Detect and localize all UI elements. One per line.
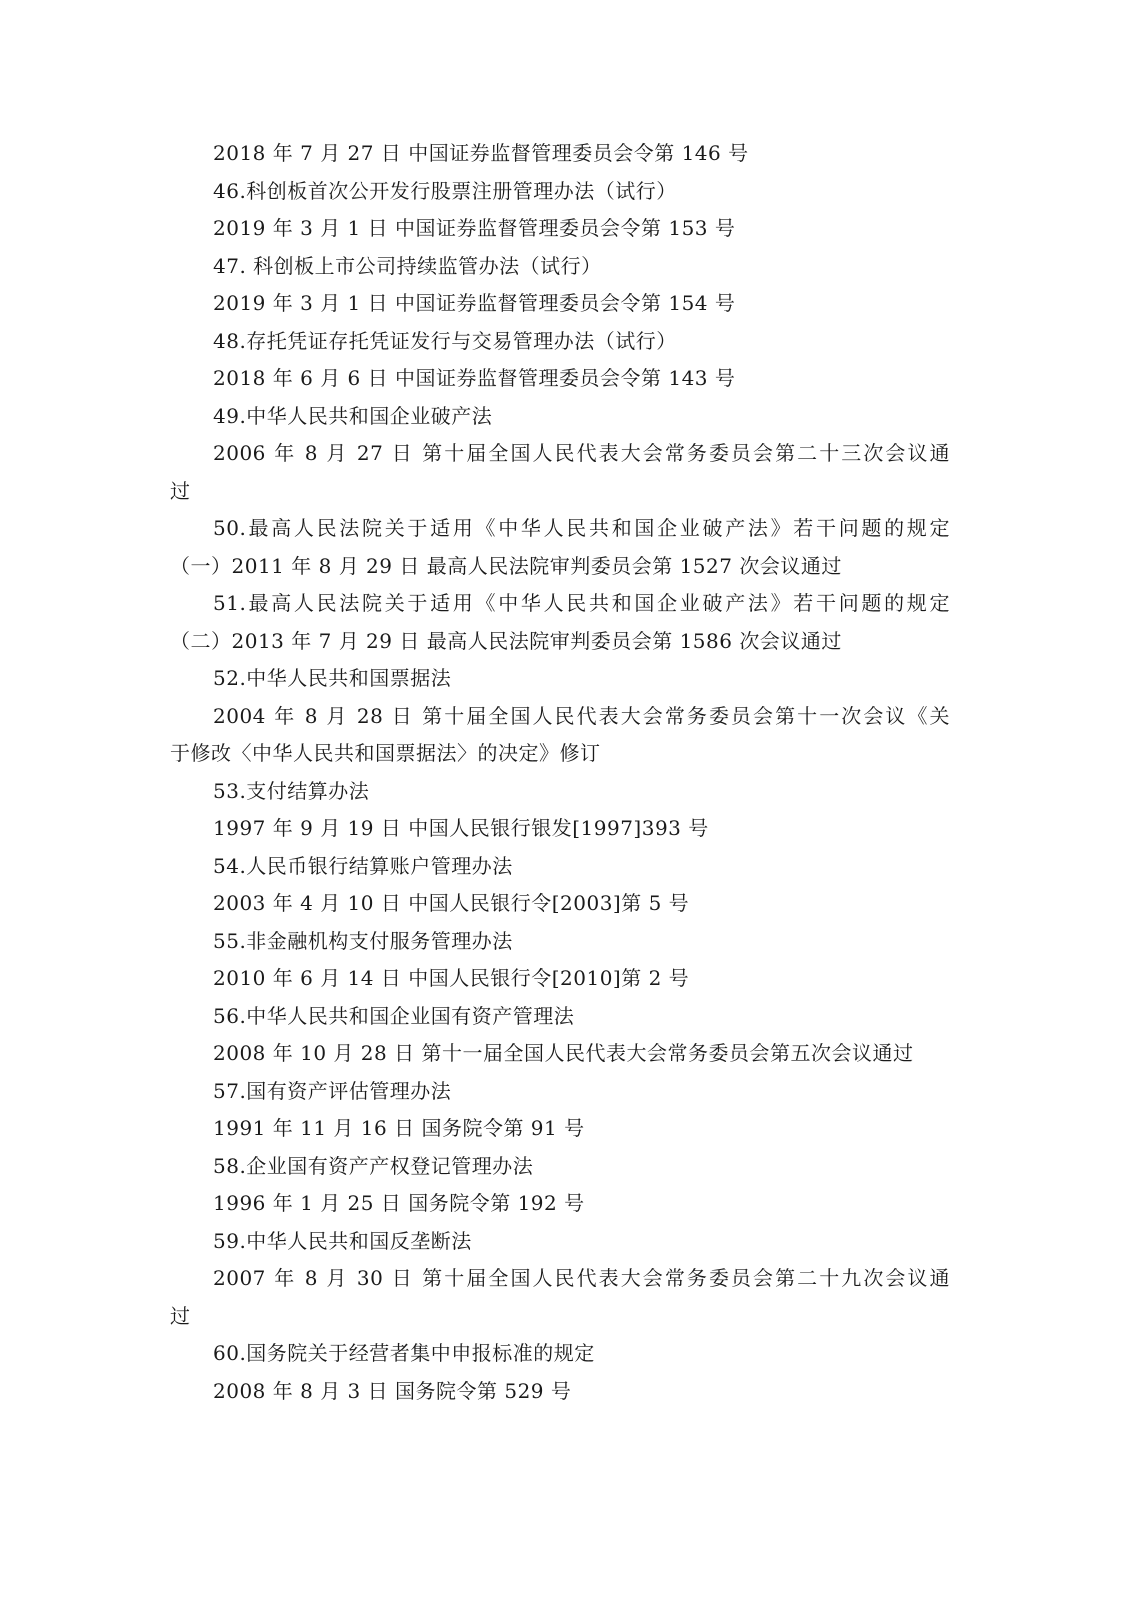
text-line: 49.中华人民共和国企业破产法 <box>213 403 493 428</box>
text-line: 50.最高人民法院关于适用《中华人民共和国企业破产法》若干问题的规定 <box>213 516 950 540</box>
text-line: 59.中华人民共和国反垄断法 <box>213 1228 472 1253</box>
text-line: 2018 年 7 月 27 日 中国证券监督管理委员会令第 146 号 <box>213 141 749 165</box>
text-line: 2019 年 3 月 1 日 中国证券监督管理委员会令第 153 号 <box>213 216 736 240</box>
text-line: 57.国有资产评估管理办法 <box>213 1078 452 1103</box>
text-line: （一）2011 年 8 月 29 日 最高人民法院审判委员会第 1527 次会议通过 <box>170 553 842 578</box>
text-line: 53.支付结算办法 <box>213 778 370 803</box>
text-line: 56.中华人民共和国企业国有资产管理法 <box>213 1003 575 1028</box>
text-line: 1991 年 11 月 16 日 国务院令第 91 号 <box>213 1116 585 1140</box>
text-line: 51.最高人民法院关于适用《中华人民共和国企业破产法》若干问题的规定 <box>213 591 950 615</box>
text-line: 1996 年 1 月 25 日 国务院令第 192 号 <box>213 1191 585 1215</box>
text-line: 46.科创板首次公开发行股票注册管理办法（试行） <box>213 178 677 203</box>
text-line: 2006 年 8 月 27 日 第十届全国人民代表大会常务委员会第二十三次会议通 <box>213 441 950 465</box>
text-line: 2018 年 6 月 6 日 中国证券监督管理委员会令第 143 号 <box>213 366 736 390</box>
text-line: 47. 科创板上市公司持续监管办法（试行） <box>213 253 602 278</box>
text-line: 48.存托凭证存托凭证发行与交易管理办法（试行） <box>213 328 677 353</box>
text-line: 2004 年 8 月 28 日 第十届全国人民代表大会常务委员会第十一次会议《关 <box>213 703 950 728</box>
text-line: 2008 年 8 月 3 日 国务院令第 529 号 <box>213 1378 572 1403</box>
text-line: 2003 年 4 月 10 日 中国人民银行令[2003]第 5 号 <box>213 891 690 915</box>
text-line: 55.非金融机构支付服务管理办法 <box>213 928 513 953</box>
text-line: 52.中华人民共和国票据法 <box>213 666 452 690</box>
text-line: 2007 年 8 月 30 日 第十届全国人民代表大会常务委员会第二十九次会议通 <box>213 1266 950 1290</box>
text-line: 58.企业国有资产产权登记管理办法 <box>213 1153 534 1178</box>
text-line: 过 <box>170 1303 191 1328</box>
text-line: 2008 年 10 月 28 日 第十一届全国人民代表大会常务委员会第五次会议通过 <box>213 1041 914 1065</box>
text-line: 于修改〈中华人民共和国票据法〉的决定》修订 <box>170 741 601 765</box>
text-line: 2010 年 6 月 14 日 中国人民银行令[2010]第 2 号 <box>213 966 690 990</box>
document-body <box>170 135 950 1410</box>
text-line: 60.国务院关于经营者集中申报标准的规定 <box>213 1341 595 1365</box>
text-line: 54.人民币银行结算账户管理办法 <box>213 853 513 878</box>
text-line: 1997 年 9 月 19 日 中国人民银行银发[1997]393 号 <box>213 816 709 840</box>
text-line: 2019 年 3 月 1 日 中国证券监督管理委员会令第 154 号 <box>213 291 736 315</box>
text-line: （二）2013 年 7 月 29 日 最高人民法院审判委员会第 1586 次会议通过 <box>170 628 842 653</box>
text-line: 过 <box>170 478 191 503</box>
